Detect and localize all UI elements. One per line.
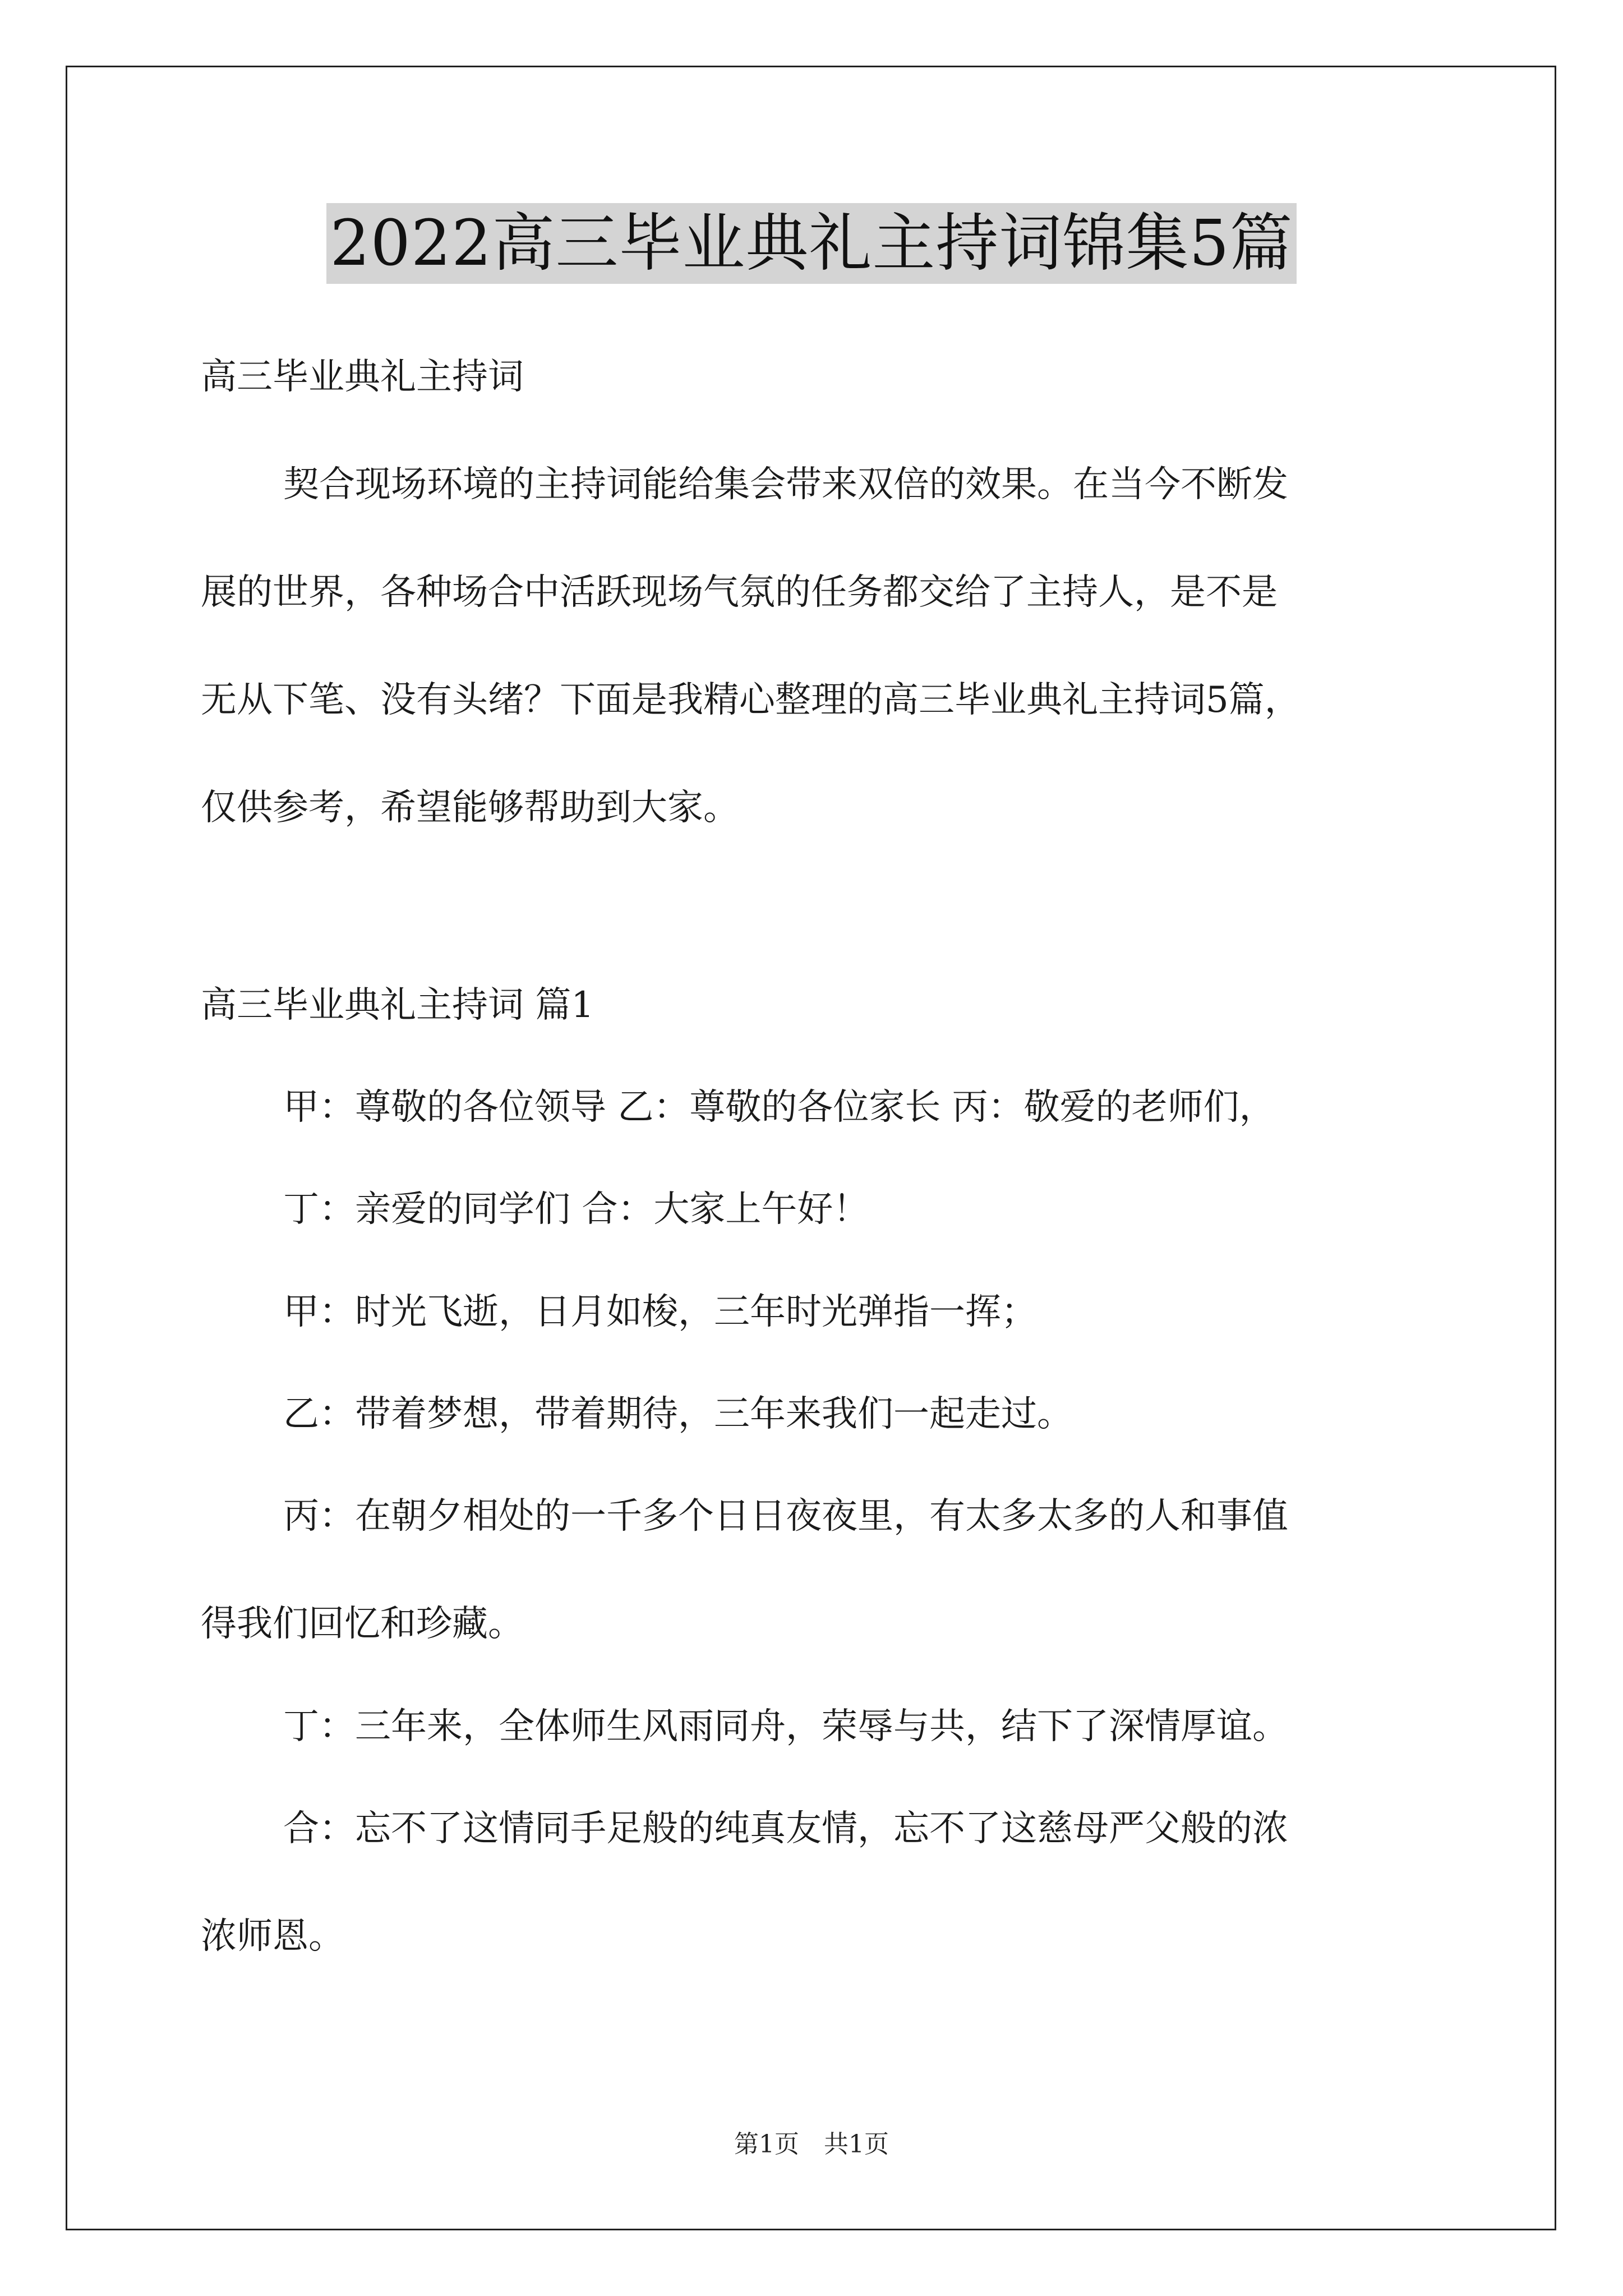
document-title: 2022高三毕业典礼主持词锦集5篇: [326, 203, 1296, 284]
page-footer: 第1页 共1页: [734, 2130, 889, 2159]
dialogue-line: 甲：时光飞逝，日月如梭，三年时光弹指一挥；: [283, 1291, 1037, 1333]
dialogue-line: 丁：亲爱的同学们 合：大家上午好！: [283, 1189, 869, 1230]
dialogue-line: 丁：三年来，全体师生风雨同舟，荣辱与共，结下了深情厚谊。: [283, 1706, 1288, 1747]
paragraph-line: 仅供参考，希望能够帮助到大家。: [201, 787, 739, 829]
section-heading: 高三毕业典礼主持词: [201, 356, 524, 398]
dialogue-line: 丙：在朝夕相处的一千多个日日夜夜里，有太多太多的人和事值: [283, 1496, 1288, 1537]
paragraph-line: 契合现场环境的主持词能给集会带来双倍的效果。在当今不断发: [283, 464, 1288, 505]
section-heading: 高三毕业典礼主持词 篇1: [201, 984, 594, 1026]
dialogue-line: 乙：带着梦想，带着期待，三年来我们一起走过。: [283, 1393, 1073, 1435]
title-container: [0, 203, 1623, 284]
dialogue-line: 得我们回忆和珍藏。: [201, 1603, 524, 1645]
dialogue-line: 浓师恩。: [201, 1916, 344, 1957]
paragraph-line: 展的世界，各种场合中活跃现场气氛的任务都交给了主持人，是不是: [201, 572, 1278, 613]
paragraph-line: 无从下笔、没有头绪？下面是我精心整理的高三毕业典礼主持词5篇，: [201, 679, 1301, 721]
dialogue-line: 甲：尊敬的各位领导 乙：尊敬的各位家长 丙：敬爱的老师们，: [283, 1087, 1275, 1128]
dialogue-line: 合：忘不了这情同手足般的纯真友情，忘不了这慈母严父般的浓: [283, 1808, 1288, 1849]
